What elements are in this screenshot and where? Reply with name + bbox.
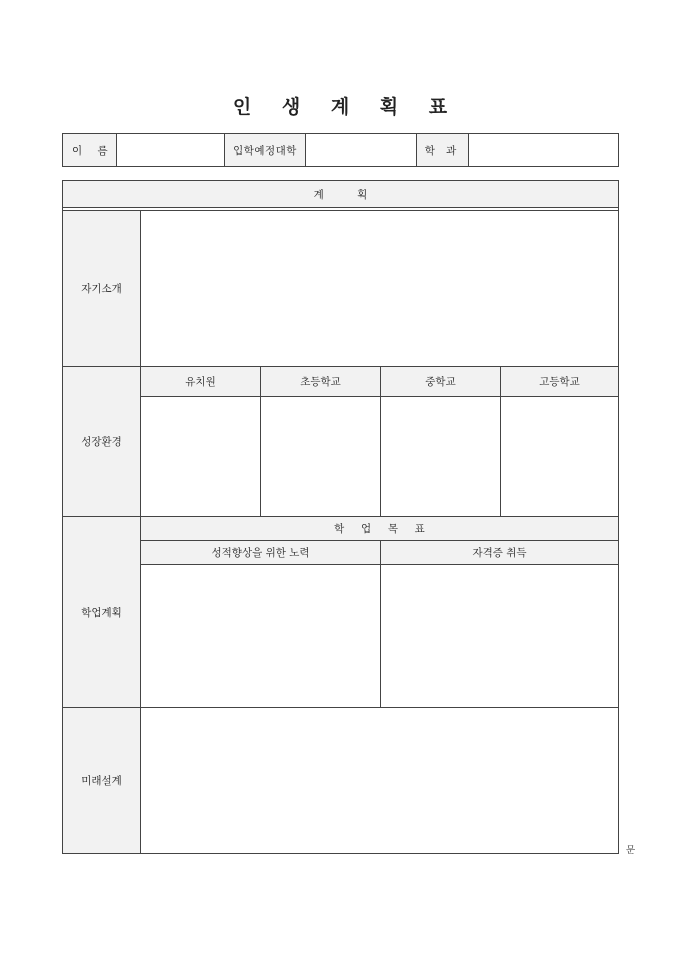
study-col-grade-effort: 성적향상을 위한 노력 bbox=[141, 541, 380, 564]
study-col-certificate: 자격증 취득 bbox=[381, 541, 618, 564]
university-field[interactable] bbox=[306, 134, 417, 166]
growth-middle-cell[interactable] bbox=[381, 397, 500, 516]
growth-col-elementary: 초등학교 bbox=[261, 367, 380, 396]
section-label-future: 미래설계 bbox=[63, 708, 140, 853]
side-mark: 문 bbox=[626, 845, 636, 856]
study-goal-header: 학 업 목 표 bbox=[141, 517, 618, 540]
student-info-row bbox=[62, 133, 619, 167]
section-label-study: 학업계획 bbox=[63, 517, 140, 707]
department-label: 학 과 bbox=[417, 134, 469, 166]
plan-header: 계 획 bbox=[63, 181, 618, 207]
section-label-intro: 자기소개 bbox=[63, 211, 140, 366]
growth-col-kindergarten: 유치원 bbox=[141, 367, 260, 396]
growth-col-high: 고등학교 bbox=[501, 367, 618, 396]
university-label: 입학예정대학 bbox=[225, 134, 306, 166]
growth-col-middle: 중학교 bbox=[381, 367, 500, 396]
future-content-area[interactable] bbox=[141, 708, 618, 853]
study-grade-effort-cell[interactable] bbox=[141, 565, 380, 707]
growth-high-cell[interactable] bbox=[501, 397, 618, 516]
study-certificate-cell[interactable] bbox=[381, 565, 618, 707]
section-label-growth: 성장환경 bbox=[63, 367, 140, 516]
growth-elementary-cell[interactable] bbox=[261, 397, 380, 516]
growth-kindergarten-cell[interactable] bbox=[141, 397, 260, 516]
name-label: 이 름 bbox=[63, 134, 117, 166]
intro-content-area[interactable] bbox=[141, 211, 618, 366]
department-field[interactable] bbox=[469, 134, 618, 166]
document-title: 인 생 계 획 표 bbox=[232, 96, 460, 118]
name-field[interactable] bbox=[117, 134, 225, 166]
plan-table bbox=[62, 180, 619, 854]
